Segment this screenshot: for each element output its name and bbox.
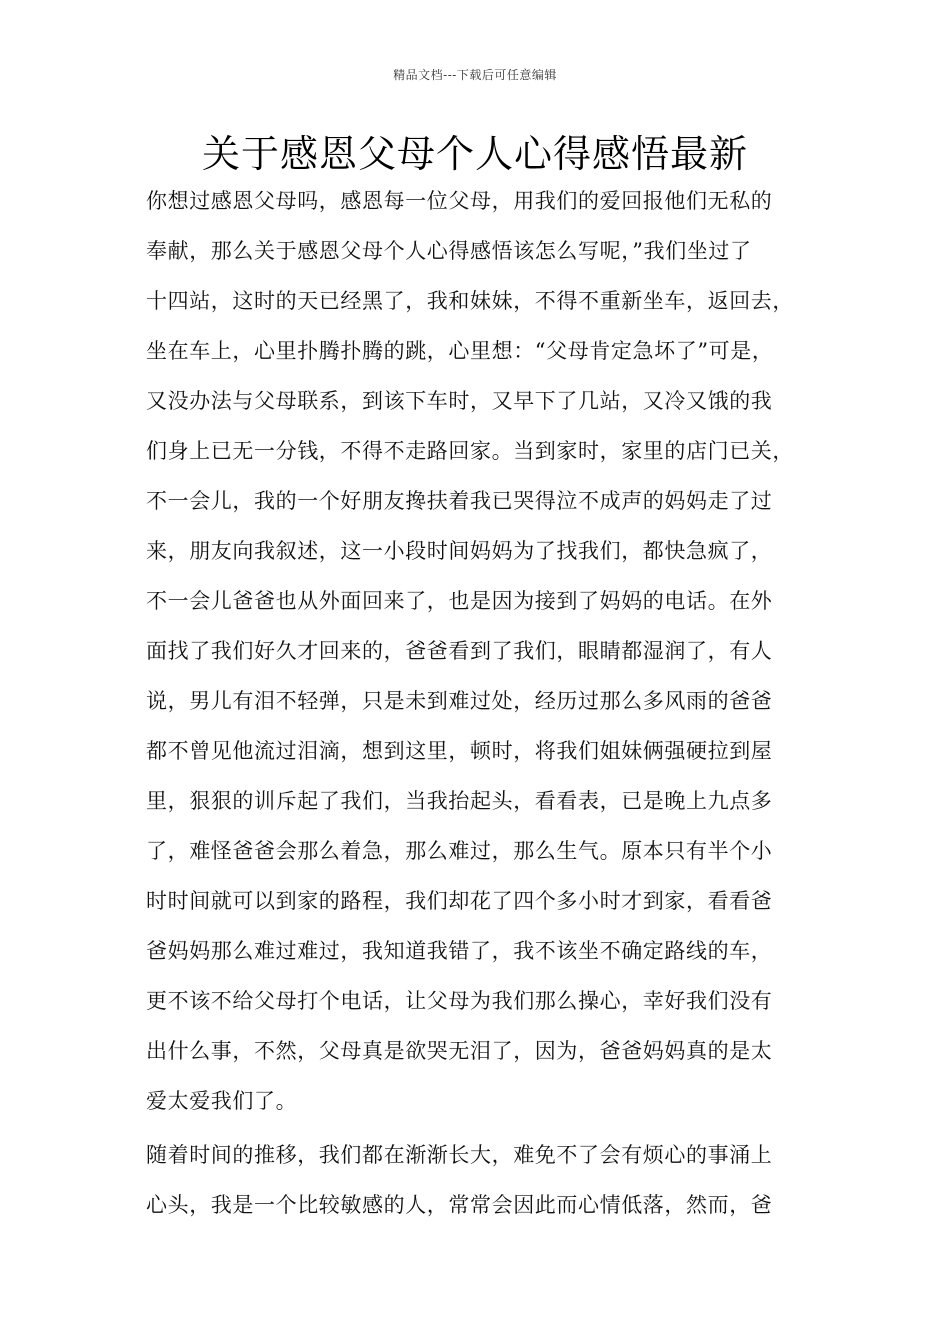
text-line: 不一会儿，我的一个好朋友搀扶着我已哭得泣不成声的妈妈走了过 bbox=[146, 489, 773, 513]
text-line: 随着时间的推移，我们都在渐渐长大，难免不了会有烦心的事涌上 bbox=[146, 1143, 773, 1167]
document-body bbox=[146, 176, 812, 1230]
text-line: 不一会儿爸爸也从外面回来了，也是因为接到了妈妈的电话。在外 bbox=[146, 589, 773, 613]
text-line: 你想过感恩父母吗，感恩每一位父母，用我们的爱回报他们无私的 bbox=[146, 189, 773, 213]
text-line: 心头，我是一个比较敏感的人，常常会因此而心情低落，然而，爸 bbox=[146, 1193, 773, 1217]
text-line: 面找了我们好久才回来的，爸爸看到了我们，眼睛都湿润了，有人 bbox=[146, 639, 773, 663]
text-line: 更不该不给父母打个电话，让父母为我们那么操心，幸好我们没有 bbox=[146, 989, 773, 1013]
text-line: 都不曾见他流过泪滴，想到这里，顿时，将我们姐妹俩强硬拉到屋 bbox=[146, 739, 773, 763]
header-note: 精品文档---下载后可任意编辑 bbox=[393, 68, 557, 82]
text-line: 说，男儿有泪不轻弹，只是未到难过处，经历过那么多风雨的爸爸 bbox=[146, 689, 773, 713]
text-line: 里，狠狠的训斥起了我们，当我抬起头，看看表，已是晚上九点多 bbox=[146, 789, 773, 813]
text-line: 又没办法与父母联系，到该下车时，又早下了几站，又冷又饿的我 bbox=[146, 389, 773, 413]
text-line: 十四站，这时的天已经黑了，我和妹妹，不得不重新坐车，返回去， bbox=[146, 289, 794, 313]
text-line: 时时间就可以到家的路程，我们却花了四个多小时才到家，看看爸 bbox=[146, 889, 773, 913]
text-line: 坐在车上，心里扑腾扑腾的跳，心里想：“父母肯定急坏了”可是， bbox=[146, 339, 774, 363]
text-line: 来，朋友向我叙述，这一小段时间妈妈为了找我们，都快急疯了， bbox=[146, 539, 773, 563]
paragraph-1 bbox=[146, 176, 812, 1126]
document-title: 关于感恩父母个人心得感悟最新 bbox=[201, 132, 748, 176]
text-line: 了，难怪爸爸会那么着急，那么难过，那么生气。原本只有半个小 bbox=[146, 839, 773, 863]
paragraph-2 bbox=[146, 1130, 812, 1230]
text-line: 爱太爱我们了。 bbox=[146, 1089, 298, 1113]
text-line: 出什么事，不然，父母真是欲哭无泪了，因为，爸爸妈妈真的是太 bbox=[146, 1039, 773, 1063]
text-line: 爸妈妈那么难过难过，我知道我错了，我不该坐不确定路线的车， bbox=[146, 939, 773, 963]
text-line: 奉献，那么关于感恩父母个人心得感悟该怎么写呢，”我们坐过了 bbox=[146, 239, 752, 263]
text-line: 们身上已无一分钱，不得不走路回家。当到家时，家里的店门已关， bbox=[146, 439, 794, 463]
